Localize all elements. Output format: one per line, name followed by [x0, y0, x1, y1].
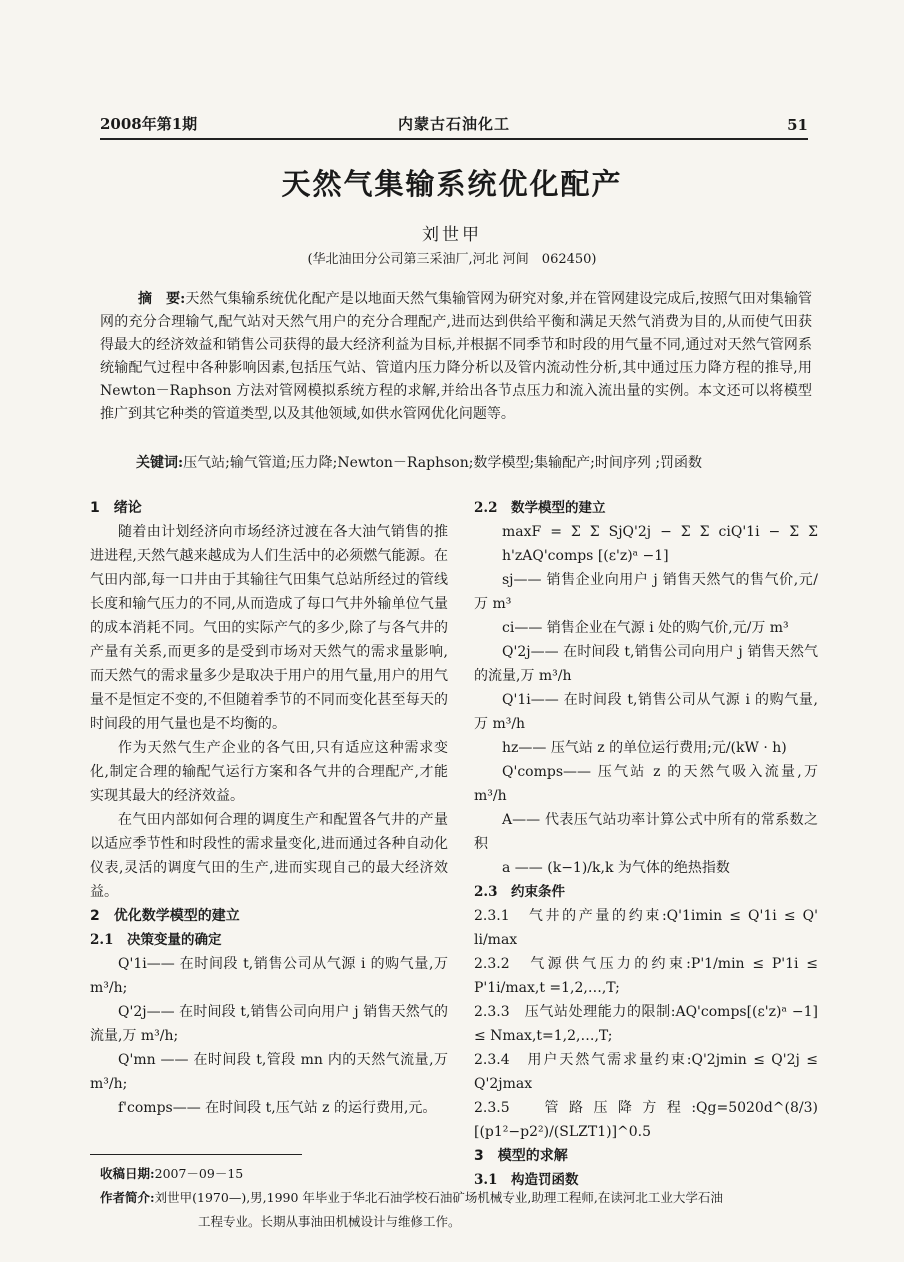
paper-title: 天然气集输系统优化配产 [281, 167, 623, 201]
section-heading: 1 绪论 [90, 500, 142, 516]
constraint: 2.3.5 管路压降方程:Qg=5020d^(8/3)[(p1²−p2²)/(SLZT1)]^0.5 [474, 1100, 818, 1140]
keywords [136, 452, 812, 472]
left-column [90, 496, 448, 1120]
variable-definition: hz—— 压气站 z 的单位运行费用;元/(kW · h) [502, 740, 787, 756]
abstract-text: 天然气集输系统优化配产是以地面天然气集输管网为研究对象,并在管网建设完成后,按照气田对集输管网的充分合理输气,配气站对天然气用户的充分合理配产,进而达到供给平衡和满足天然气消费为目的,从而使气田获得最大的经济效益和销售公司获得的最大经济利益为目标,并根据不同季节和时段的用气量不同,通过对天然气管网系统输配气过程中各种影响因素,包括压气站、管道内压力降分析以及管内流动性分析,其中通过压力降方程的推导,用Newton－Raphson 方法对管网模拟系统方程的求解,并给出各节点压力和流入流出量的实例。本文还可以将模型推广到其它种类的管道类型,以及其他领域,如供水管网优化问题等。 [100, 291, 812, 422]
abstract [100, 288, 812, 426]
objective-formula: maxF = Σ Σ SjQ'2j − Σ Σ ciQ'1i − Σ Σ h'zAQ'comps [(ε'z)ᵃ −1] [502, 524, 818, 564]
footnote [100, 1162, 812, 1234]
received-date [100, 1162, 812, 1186]
variable-definition: Q'mn —— 在时间段 t,管段 mn 内的天然气流量,万 m³/h; [90, 1052, 448, 1092]
constraint: 2.3.4 用户天然气需求量约束:Q'2jmin ≤ Q'2j ≤ Q'2jmax [474, 1052, 818, 1092]
subsection-heading: 3.1 构造罚函数 [474, 1172, 579, 1188]
received-label: 收稿日期: [100, 1166, 155, 1181]
page-number: 51 [787, 116, 808, 134]
paragraph: 随着由计划经济向市场经济过渡在各大油气销售的推进进程,天然气越来越成为人们生活中的必须燃气能源。在气田内部,每一口井由于其输往气田集气总站所经过的管线长度和输气压力的不同,从而造成了每口气井外输单位气量的成本消耗不同。气田的实际产气的多少,除了与各气井的产量有关系,而更多的是受到市场对天然气的需求量影响,而天然气的需求量多少是取决于用户的用气量,用户的用气量不是恒定不变的,不但随着季节的不同而变化甚至每天的时间段的用气量也是不均衡的。 [90, 524, 448, 732]
subsection-heading: 2.2 数学模型的建立 [474, 500, 606, 516]
bio-label: 作者简介: [100, 1190, 155, 1205]
running-header [100, 104, 808, 140]
keywords-text: 压气站;输气管道;压力降;Newton－Raphson;数学模型;集输配产;时间序列 ;罚函数 [183, 455, 703, 471]
received-value: 2007－09－15 [154, 1166, 244, 1181]
author: 刘世甲 [422, 225, 482, 245]
abstract-label: 摘 要: [138, 291, 186, 307]
constraint: 2.3.1 气井的产量的约束:Q'1imin ≤ Q'1i ≤ Q' li/max [474, 908, 818, 948]
variable-definition: Q'2j—— 在时间段 t,销售公司向用户 j 销售天然气的流量,万 m³/h [474, 644, 818, 684]
paragraph: 作为天然气生产企业的各气田,只有适应这种需求变化,制定合理的输配气运行方案和各气井的合理配产,才能实现其最大的经济效益。 [90, 740, 448, 804]
variable-definition: ci—— 销售企业在气源 i 处的购气价,元/万 m³ [502, 620, 789, 636]
variable-definition: A—— 代表压气站功率计算公式中所有的常系数之积 [474, 812, 818, 852]
subsection-heading: 2.1 决策变量的确定 [90, 932, 222, 948]
footnote-rule [90, 1154, 302, 1155]
keywords-label: 关键词: [136, 455, 184, 471]
paragraph: 在气田内部如何合理的调度生产和配置各气井的产量以适应季节性和时段性的需求量变化,进而通过各种自动化仪表,灵活的调度气田的生产,进而实现自己的最大经济效益。 [90, 812, 448, 900]
issue-label: 2008年第1期 [100, 115, 198, 133]
constraint: 2.3.3 压气站处理能力的限制:AQ'comps[(ε'z)ᵃ −1] ≤ Nmax,t=1,2,…,T; [474, 1004, 818, 1044]
variable-definition: Q'comps—— 压气站 z 的天然气吸入流量,万 m³/h [474, 764, 818, 804]
variable-definition: Q'1i—— 在时间段 t,销售公司从气源 i 的购气量,万 m³/h [474, 692, 818, 732]
variable-definition: f'comps—— 在时间段 t,压气站 z 的运行费用,元。 [118, 1100, 437, 1116]
right-column [474, 496, 818, 1192]
variable-definition: sj—— 销售企业向用户 j 销售天然气的售气价,元/万 m³ [474, 572, 818, 612]
section-heading: 2 优化数学模型的建立 [90, 908, 240, 924]
affiliation: (华北油田分公司第三采油厂,河北 河间 062450) [307, 252, 597, 267]
journal-name: 内蒙古石油化工 [397, 115, 510, 133]
variable-definition: a —— (k−1)/k,k 为气体的绝热指数 [502, 860, 730, 876]
bio-line-2: 工程专业。长期从事油田机械设计与维修工作。 [198, 1214, 461, 1229]
constraint: 2.3.2 气源供气压力的约束:P'1/min ≤ P'1i ≤ P'1i/max,t =1,2,…,T; [474, 956, 818, 996]
variable-definition: Q'1i—— 在时间段 t,销售公司从气源 i 的购气量,万 m³/h; [90, 956, 448, 996]
section-heading: 3 模型的求解 [474, 1148, 568, 1164]
variable-definition: Q'2j—— 在时间段 t,销售公司向用户 j 销售天然气的流量,万 m³/h; [90, 1004, 448, 1044]
author-bio [100, 1186, 812, 1210]
subsection-heading: 2.3 约束条件 [474, 884, 565, 900]
bio-line-1: 刘世甲(1970—),男,1990 年毕业于华北石油学校石油矿场机械专业,助理工程师,在读河北工业大学石油 [154, 1190, 723, 1205]
